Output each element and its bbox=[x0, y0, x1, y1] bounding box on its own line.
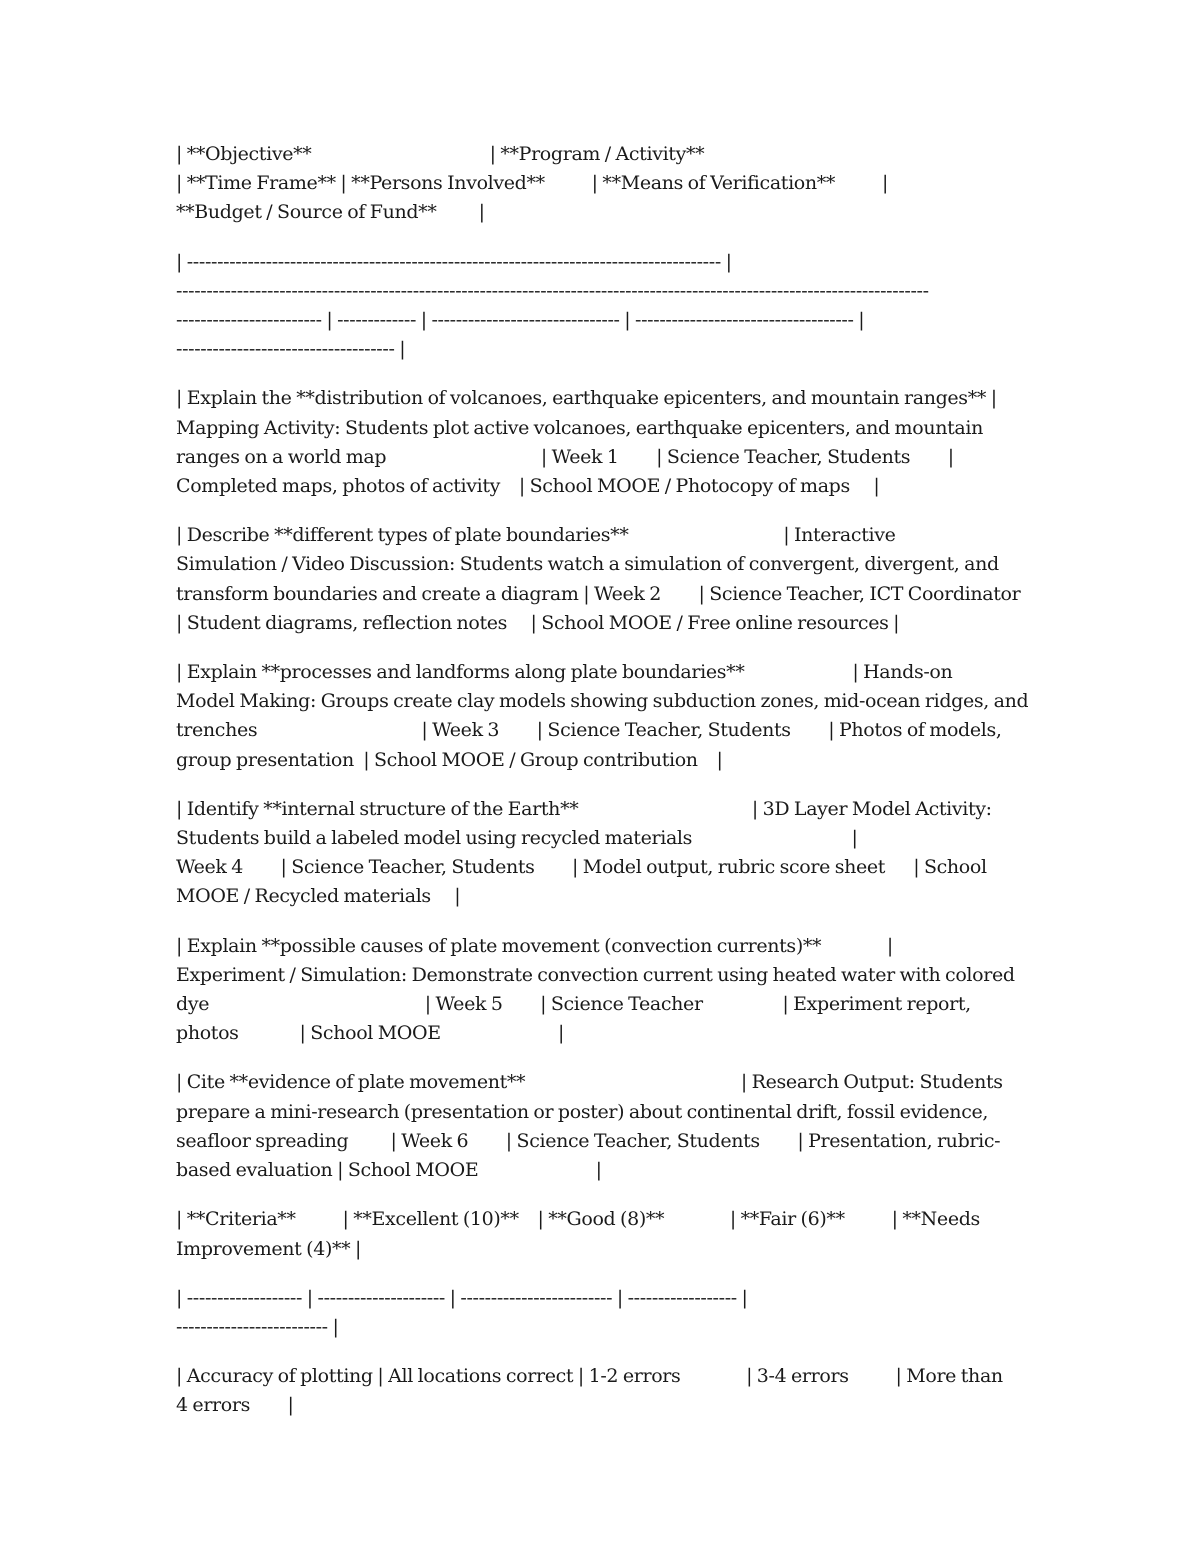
text-line: transform boundaries and create a diagram | Week 2 | Science Teacher, ICT Coordinator bbox=[176, 582, 1021, 605]
text-line: ---------------------------------------------------------------------------------------------------------------------------- bbox=[176, 279, 929, 302]
text-line: Mapping Activity: Students plot active volcanoes, earthquake epicenters, and mountain bbox=[176, 416, 983, 439]
text-line: Students build a labeled model using recycled materials | bbox=[176, 827, 858, 850]
text-line: | Cite **evidence of plate movement** | Research Output: Students bbox=[176, 1071, 1003, 1094]
text-line: Improvement (4)** | bbox=[176, 1237, 362, 1260]
text-line: | **Time Frame** | **Persons Involved** | **Means of Verification** | bbox=[176, 172, 889, 195]
text-line: photos | School MOOE | bbox=[176, 1022, 565, 1045]
text-line: based evaluation | School MOOE | bbox=[176, 1159, 602, 1182]
text-line: MOOE / Recycled materials | bbox=[176, 885, 461, 908]
text-line: prepare a mini-research (presentation or poster) about continental drift, fossil evidence, bbox=[176, 1100, 989, 1123]
text-line: | Explain **processes and landforms along plate boundaries** | Hands-on bbox=[176, 661, 953, 684]
text-line: group presentation | School MOOE / Group contribution | bbox=[176, 748, 723, 771]
text-line: Experiment / Simulation: Demonstrate convection current using heated water with colored bbox=[176, 963, 1015, 986]
text-line: seafloor spreading | Week 6 | Science Teacher, Students | Presentation, rubric- bbox=[176, 1129, 1001, 1152]
text-line: | Accuracy of plotting | All locations correct | 1-2 errors | 3-4 errors | More than bbox=[176, 1365, 1003, 1388]
text-line: Week 4 | Science Teacher, Students | Model output, rubric score sheet | School bbox=[176, 856, 987, 879]
document-paragraph bbox=[176, 1205, 1028, 1263]
document-paragraph bbox=[176, 658, 1028, 775]
text-line: **Budget / Source of Fund** | bbox=[176, 201, 485, 224]
text-line: | Explain **possible causes of plate movement (convection currents)** | bbox=[176, 934, 893, 957]
document-paragraph bbox=[176, 248, 1028, 365]
text-line: ranges on a world map | Week 1 | Science Teacher, Students | bbox=[176, 445, 954, 468]
text-line: | **Objective** | **Program / Activity** bbox=[176, 143, 705, 165]
document-paragraph bbox=[176, 140, 1028, 228]
text-line: Completed maps, photos of activity | School MOOE / Photocopy of maps | bbox=[176, 475, 880, 498]
text-line: Model Making: Groups create clay models showing subduction zones, mid-ocean ridges, and bbox=[176, 690, 1028, 713]
text-line: trenches | Week 3 | Science Teacher, Students | Photos of models, bbox=[176, 719, 1002, 742]
text-line: | ---------------------------------------------------------------------------------------- | bbox=[176, 250, 732, 273]
text-line: | ------------------- | --------------------- | ------------------------- | ------------------ | bbox=[176, 1286, 748, 1309]
document-paragraph bbox=[176, 384, 1028, 501]
text-line: dye | Week 5 | Science Teacher | Experiment report, bbox=[176, 993, 971, 1016]
text-line: Simulation / Video Discussion: Students watch a simulation of convergent, divergent, and bbox=[176, 553, 999, 576]
text-line: ------------------------------------ | bbox=[176, 338, 406, 361]
text-line: 4 errors | bbox=[176, 1394, 294, 1417]
document-paragraph bbox=[176, 1284, 1028, 1342]
text-line: | Describe **different types of plate boundaries** | Interactive bbox=[176, 524, 896, 547]
text-line: | Explain the **distribution of volcanoes, earthquake epicenters, and mountain ranges** | bbox=[176, 387, 997, 410]
document-paragraph bbox=[176, 1068, 1028, 1185]
document-paragraph bbox=[176, 932, 1028, 1049]
document-paragraph bbox=[176, 1362, 1028, 1420]
document-paragraph bbox=[176, 521, 1028, 638]
text-line: | Student diagrams, reflection notes | School MOOE / Free online resources | bbox=[176, 611, 900, 634]
text-line: ------------------------- | bbox=[176, 1315, 339, 1338]
text-line: | Identify **internal structure of the Earth** | 3D Layer Model Activity: bbox=[176, 797, 992, 820]
text-line: ------------------------ | ------------- | ------------------------------- | ------------------------------------ | bbox=[176, 309, 865, 332]
document-paragraph bbox=[176, 795, 1028, 912]
document-body bbox=[176, 140, 1028, 1441]
text-line: | **Criteria** | **Excellent (10)** | **Good (8)** | **Fair (6)** | **Needs bbox=[176, 1208, 980, 1231]
